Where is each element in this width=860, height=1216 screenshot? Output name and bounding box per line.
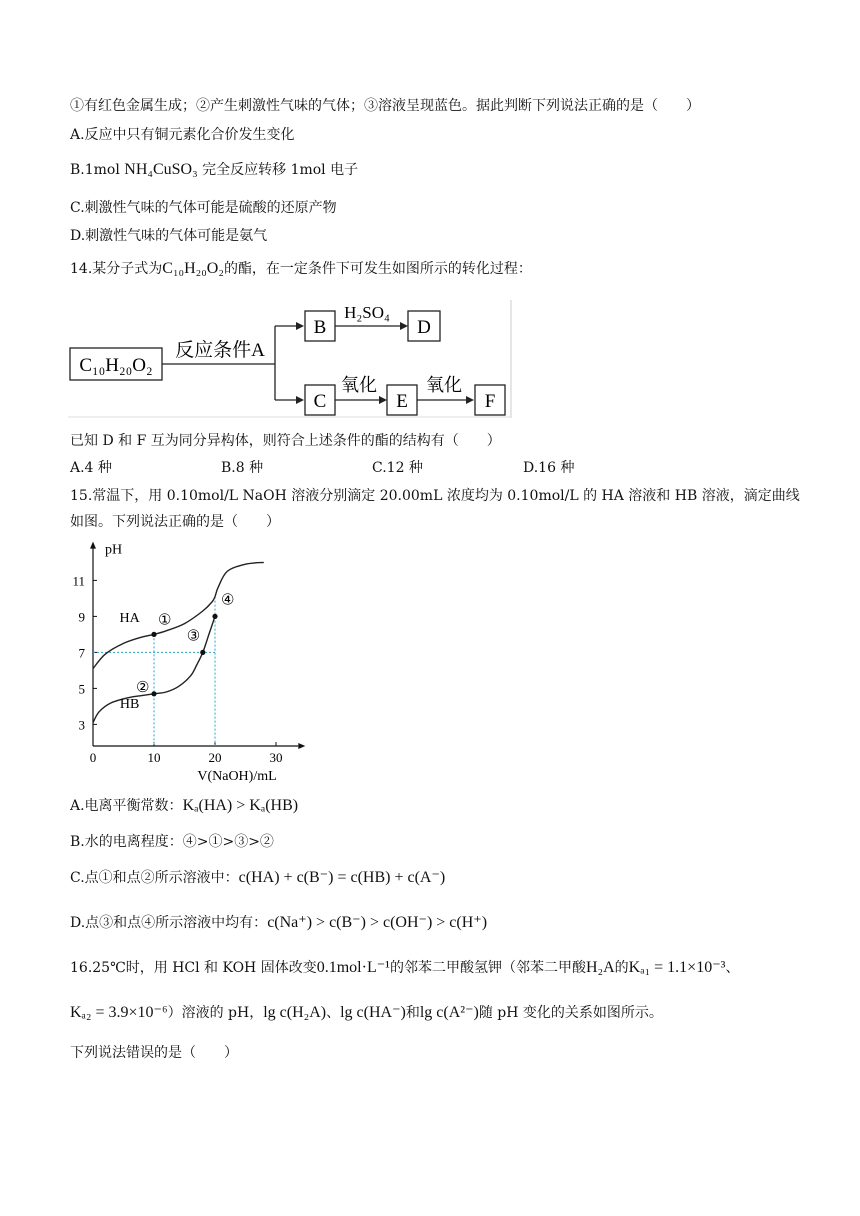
- q15-option-c-pre: C.点①和点②所示溶液中：: [70, 870, 239, 886]
- y-axis-arrow: [90, 542, 96, 549]
- q13-stem: ①有红色金属生成；②产生刺激性气味的气体；③溶液呈现蓝色。据此判断下列说法正确的是（ ）: [70, 98, 700, 114]
- x-tick-label: 20: [208, 750, 222, 765]
- q13-option-b: [70, 160, 358, 180]
- q16-h2a: H₂A: [585, 959, 615, 976]
- q14-stem-formula: C₁₀H₂₀O₂: [162, 260, 224, 277]
- point-2: [151, 691, 156, 696]
- q16-line2: [70, 1003, 663, 1023]
- y-axis-label: pH: [105, 542, 123, 558]
- q16-line1-mid: 的邻苯二甲酸氢钾（邻苯二甲酸: [389, 960, 586, 976]
- q15-option-c-expr: c(HA) + c(B⁻) = c(HB) + c(A⁻): [238, 869, 446, 886]
- point-label-3: ③: [186, 628, 201, 645]
- condition-a-label: 反应条件A: [175, 340, 265, 361]
- point-label-1: ①: [158, 612, 172, 629]
- box-e-label: E: [396, 391, 408, 412]
- oxidation-label-1: 氧化: [341, 375, 377, 395]
- q15-option-a: [70, 796, 298, 816]
- q15-option-d: [70, 913, 487, 933]
- point-1: [151, 632, 156, 637]
- q13-option-b-formula: NH₄CuSO₃: [124, 161, 198, 178]
- q14-note: 已知 D 和 F 互为同分异构体，则符合上述条件的酯的结构有（ ）: [70, 433, 501, 449]
- q16-ka2: Kₐ₂ = 3.9×10⁻⁶: [70, 1004, 168, 1021]
- q15-option-d-expr: c(Na⁺) > c(B⁻) > c(OH⁻) > c(H⁺): [267, 914, 488, 931]
- q16-lg-h2a: lg c(H₂A): [263, 1004, 327, 1021]
- q16-line3: 下列说法错误的是（ ）: [70, 1045, 238, 1061]
- q14-stem-pre: 14.某分子式为: [70, 261, 163, 277]
- x-axis-label: V(NaOH)/mL: [197, 769, 277, 783]
- point-3: [200, 650, 205, 655]
- x-tick-label: 0: [89, 750, 97, 765]
- q15-option-c: [70, 868, 445, 888]
- q15-stem-line2: 如图。下列说法正确的是（ ）: [70, 514, 280, 530]
- q16-line2-text: ）溶液的 pH，: [167, 1005, 264, 1021]
- q14-option-c: C.12 种: [372, 460, 423, 476]
- oxidation-label-2: 氧化: [426, 375, 462, 395]
- q15-option-b: B.水的电离程度：④>①>③>②: [70, 834, 274, 850]
- reaction-diagram: [68, 298, 513, 420]
- titration-chart: [70, 533, 340, 783]
- q16-line2-and: 和: [405, 1005, 420, 1021]
- x-tick-label: 30: [269, 750, 283, 765]
- q14-stem-post: 的酯，在一定条件下可发生如图所示的转化过程：: [223, 261, 532, 277]
- box-d-label: D: [417, 317, 431, 338]
- series-label-ha: HA: [119, 610, 140, 626]
- x-axis-arrow: [298, 743, 305, 749]
- q15-option-a-expr: Kₐ(HA) > Kₐ(HB): [182, 797, 299, 814]
- q13-option-b-post: 完全反应转移 1mol 电子: [197, 162, 359, 178]
- q13-option-a: A.反应中只有铜元素化合价发生变化: [70, 127, 295, 143]
- y-tick-label: 7: [78, 645, 85, 661]
- q13-option-d: D.刺激性气味的气体可能是氨气: [70, 228, 268, 244]
- y-tick-label: 5: [78, 681, 85, 697]
- q14-option-a: A.4 种: [70, 460, 112, 476]
- box-b-label: B: [313, 317, 327, 338]
- q16-line1-pre: 16.25℃时，用 HCl 和 KOH 固体改变: [70, 960, 317, 976]
- q13-option-c: C.刺激性气味的气体可能是硫酸的还原产物: [70, 200, 337, 216]
- q14-option-d: D.16 种: [523, 460, 575, 476]
- q14-stem: [70, 259, 532, 279]
- q13-option-b-pre: B.1mol: [70, 162, 125, 178]
- q16-lg-ha: lg c(HA⁻): [340, 1004, 406, 1021]
- q15-option-d-pre: D.点③和点④所示溶液中均有：: [70, 915, 268, 931]
- q16-line1-end: 、: [725, 960, 740, 976]
- q16-concentration: 0.1mol·L⁻¹: [316, 959, 390, 976]
- box-start-label: C₁₀H₂₀O₂: [79, 355, 153, 376]
- box-f-label: F: [484, 391, 496, 412]
- series-label-hb: HB: [119, 697, 140, 713]
- q15-option-a-pre: A.电离平衡常数：: [70, 798, 183, 814]
- point-label-2: ②: [136, 679, 150, 696]
- q16-line1: [70, 958, 739, 978]
- h2so4-label: H₂SO₄: [344, 303, 390, 322]
- q16-line2-end: 随 pH 变化的关系如图所示。: [478, 1005, 663, 1021]
- y-tick-label: 9: [78, 609, 85, 625]
- q14-option-b: B.8 种: [221, 460, 264, 476]
- y-tick-label: 11: [72, 573, 85, 589]
- point-4: [212, 614, 217, 619]
- q15-stem-line1: 15.常温下，用 0.10mol/L NaOH 溶液分别滴定 20.00mL 浓度均为 0.10mol/L 的 HA 溶液和 HB 溶液，滴定曲线: [70, 488, 800, 504]
- q16-ka1: Kₐ₁ = 1.1×10⁻³: [628, 959, 726, 976]
- box-c-label: C: [313, 391, 327, 412]
- y-tick-label: 3: [78, 717, 85, 733]
- x-tick-label: 10: [147, 750, 161, 765]
- q16-line2-sep: 、: [326, 1005, 341, 1021]
- q16-lg-a2: lg c(A²⁻): [419, 1004, 479, 1021]
- q16-line1-de: 的: [614, 960, 629, 976]
- point-label-4: ④: [221, 592, 235, 609]
